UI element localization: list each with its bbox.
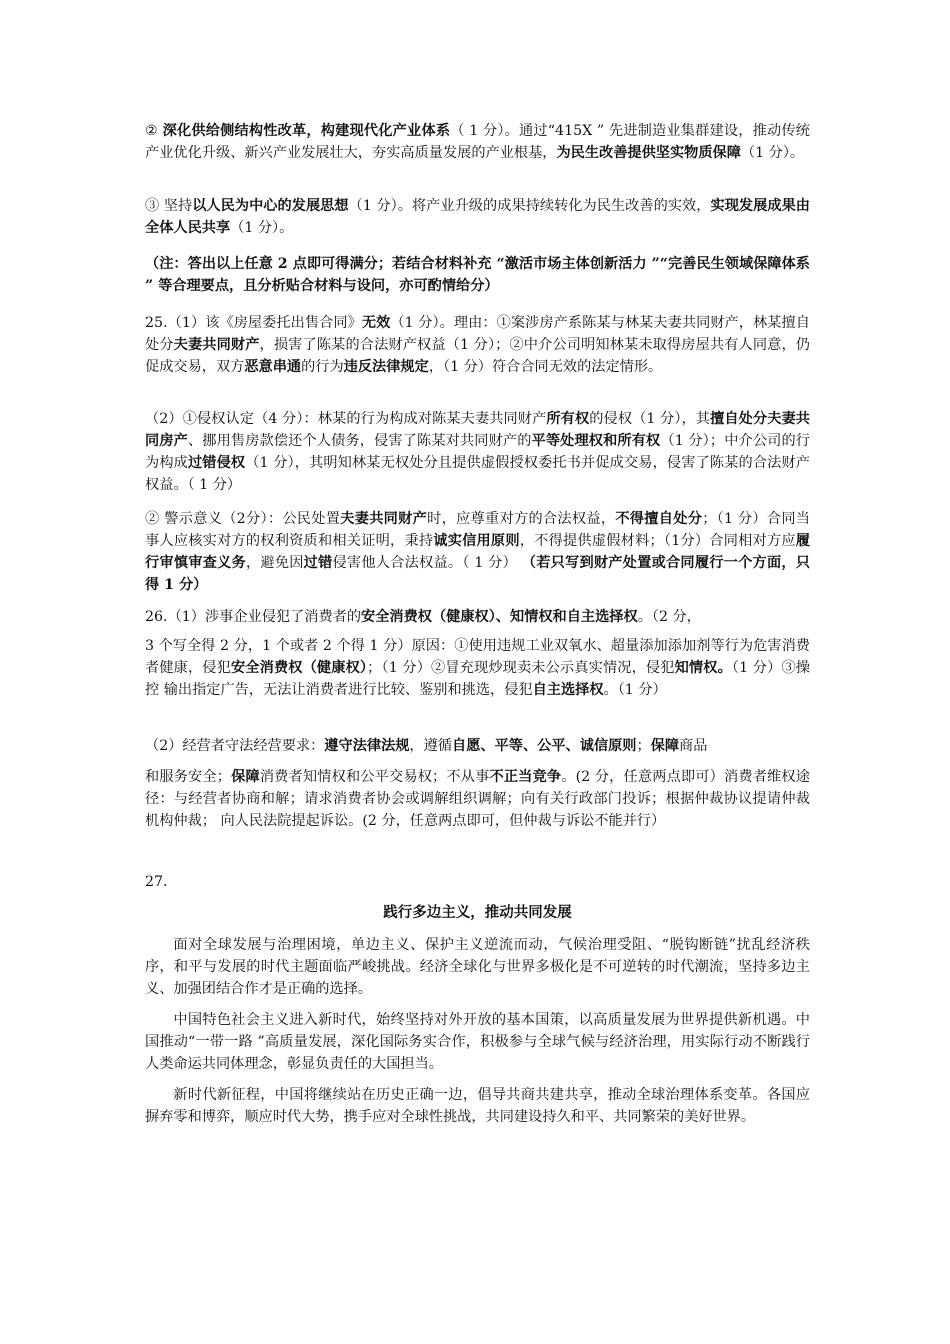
essay-title: 践行多边主义，推动共同发展 — [383, 904, 572, 921]
bold-text-run: 自主选择权 — [532, 682, 604, 698]
bold-text-run: 自愿、平等、公平、诚信原则 — [452, 738, 637, 754]
bold-text-run: 为民生改善提供坚实物质保障 — [556, 145, 741, 161]
text-run: ② 警示意义（2分）：公民处置 — [145, 511, 341, 527]
q25-part1 — [145, 312, 810, 378]
text-run: （1 分）；中介公司的行为构成 — [145, 433, 810, 471]
bold-text-run: 保障 — [230, 769, 260, 785]
text-run: （1 分），其明知林某无权处分且提供虚假授权委托书并促成交易，侵害了陈某的合法财产权益。（ 1 分） — [145, 455, 810, 493]
essay-paragraph: 面对全球发展与治理困境，单边主义、保护主义逆流而动，气候治理受阻、“脱钩断链”扰乱经济秩序，和平与发展的时代主题面临严峻挑战。经济全球化与世界多极化是不可逆转的时代潮流，坚持多边主义、加强团结合作才是正确的选择。 — [145, 937, 810, 997]
text-run: 。（2 分， — [637, 609, 701, 625]
bold-text-run: 违反法律规定 — [343, 359, 429, 375]
bold-text-run: （若只写到财产处置或合同履行一个方面，只得 1 分） — [145, 555, 810, 593]
text-run: （2）经营者守法经营要求： — [145, 738, 325, 754]
text-run: 消费者知情权和公平交易权；不从事 — [259, 769, 490, 785]
text-run: ，遵循 — [409, 738, 452, 754]
bold-text-run: 不正当竞争 — [489, 769, 562, 785]
text-run: （1 分）。 — [230, 220, 294, 236]
bold-text-run: 过错侵权 — [187, 455, 246, 471]
bold-text-run: 深化供给侧结构性改革，构建现代化产业体系 — [162, 123, 451, 139]
text-run: 25.（1）该《房屋委托出售合同》 — [145, 315, 362, 331]
essay-paragraph: 中国特色社会主义进入新时代，始终坚持对外开放的基本国策，以高质量发展为世界提供新机遇。中国推动“一带一路 ”高质量发展，深化国际务实合作，积极参与全球气候与经济治理，用实际行动不断践行人类命运共同体理念，彰显负责任的大国担当。 — [145, 1012, 810, 1072]
text-run: （1 分）③操控 输出指定广告，无法让消费者进行比较、鉴别和挑选，侵犯 — [145, 660, 810, 698]
text-run: 26.（1）涉事企业侵犯了消费者的 — [145, 609, 362, 625]
text-run: 商品 — [679, 738, 708, 754]
q25-part2-warning — [145, 508, 810, 596]
text-run: ② — [145, 123, 163, 139]
bold-text-run: 恶意串通 — [244, 359, 302, 375]
answer-para-3 — [145, 195, 810, 239]
bold-text-run: 安全消费权（健康权） — [230, 660, 368, 676]
text-run: ，不得提供虚假材料；（1分）合同相对方应 — [519, 533, 796, 549]
text-run: 的侵权（1 分），其 — [589, 411, 711, 427]
text-run: （2）①侵权认定（4 分）：林某的行为构成对陈某夫妻共同财产 — [145, 411, 547, 427]
text-run: ；（1 分）合同当事人应核实对方的权利资质和相关证明，秉持 — [145, 511, 810, 549]
q25-part2-infringement — [145, 408, 810, 496]
bold-text-run: （注：答出以上任意 2 点即可得满分；若结合材料补充 “激活市场主体创新活力 ”“完善民生领域保障体系 ” 等合理要点，且分析贴合材料与设问，亦可酌情给分） — [145, 256, 810, 294]
text-run: 27. — [145, 874, 168, 890]
q26-part2-rights — [145, 766, 810, 832]
bold-text-run: 遵守法律法规 — [324, 738, 410, 754]
text-run: ③ 坚持 — [145, 198, 193, 214]
q26-part2-requirements — [145, 735, 810, 757]
text-run: 。（1 分） — [603, 682, 667, 698]
grading-note — [145, 253, 810, 297]
answer-para-2 — [145, 120, 810, 164]
bold-text-run: 履行审慎审查义务 — [145, 533, 810, 571]
text-run: 3 个写全得 2 分，1 个或者 2 个得 1 分）原因：①使用违规工业双氧水、超量添加添加剂等行为危害消费者健康，侵犯 — [145, 638, 810, 676]
text-run: ，（1 分）符合合同无效的法定情形。 — [428, 359, 663, 375]
q26-part1-intro — [145, 606, 810, 628]
bold-text-run: 以人民为中心的发展思想 — [192, 198, 349, 214]
bold-text-run: 无效 — [361, 315, 391, 331]
bold-text-run: 所有权 — [546, 411, 590, 427]
bold-text-run: 擅自处分夫妻共同房产 — [145, 411, 810, 449]
q26-part1-reasons — [145, 635, 810, 701]
bold-text-run: 过错 — [303, 555, 333, 571]
text-run: 的行为 — [301, 359, 344, 375]
bold-text-run: 不得擅自处分 — [615, 511, 703, 527]
text-run: 和服务安全； — [145, 769, 231, 785]
bold-text-run: 夫妻共同财产 — [340, 511, 428, 527]
text-run: （ 1 分）。通过“415X ” 先进制造业集群建设，推动传统产业优化升级、新兴产业发展壮大，夯实高质量发展的产业根基， — [145, 123, 810, 161]
bold-text-run: 平等处理权和所有权 — [531, 433, 661, 449]
text-run: 、挪用售房款偿还个人债务，侵害了陈某对共同财产的 — [187, 433, 532, 449]
text-run: 。(2 分，任意两点即可）消费者维权途径：与经营者协商和解；请求消费者协会或调解组织调解；向有关行政部门投诉；根据仲裁协议提请仲裁机构仲裁； 向人民法院提起诉讼。(2 分，任意两点即可，但仲裁与诉讼不能并行） — [145, 769, 810, 829]
text-run: 时，应尊重对方的合法权益， — [427, 511, 616, 527]
essay-paragraph: 新时代新征程，中国将继续站在历史正确一边，倡导共商共建共享，推动全球治理体系变革。各国应摒弃零和博弈，顺应时代大势，携手应对全球性挑战，共同建设持久和平、共同繁荣的美好世界。 — [145, 1087, 810, 1125]
bold-text-run: 保障 — [650, 738, 680, 754]
text-run: （1 分）。将产业升级的成果持续转化为民生改善的实效， — [348, 198, 711, 214]
text-run: ，避免因 — [245, 555, 304, 571]
bold-text-run: 诚实信用原则 — [433, 533, 520, 549]
bold-text-run: 夫妻共同财产 — [173, 337, 260, 353]
text-run: ；（1 分）②冒充现炒现卖未公示真实情况，侵犯 — [367, 660, 675, 676]
text-run: （1 分）。理由：①案涉房产系陈某与林某夫妻共同财产，林某擅自处分 — [145, 315, 810, 353]
bold-text-run: 知情权。 — [674, 660, 732, 676]
bold-text-run: 实现发展成果由全体人民共享 — [145, 198, 810, 236]
bold-text-run: 安全消费权（健康权）、知情权和自主选择权 — [361, 609, 638, 625]
text-run: ，损害了陈某的合法财产权益（1 分）；②中介公司明知林某未取得房屋共有人同意，仍促成交易，双方 — [145, 337, 810, 375]
text-run: ； — [636, 738, 651, 754]
text-run: （1 分）。 — [740, 145, 805, 161]
q27-number — [145, 871, 810, 893]
text-run: 侵害他人合法权益。（ 1 分） — [332, 555, 522, 571]
